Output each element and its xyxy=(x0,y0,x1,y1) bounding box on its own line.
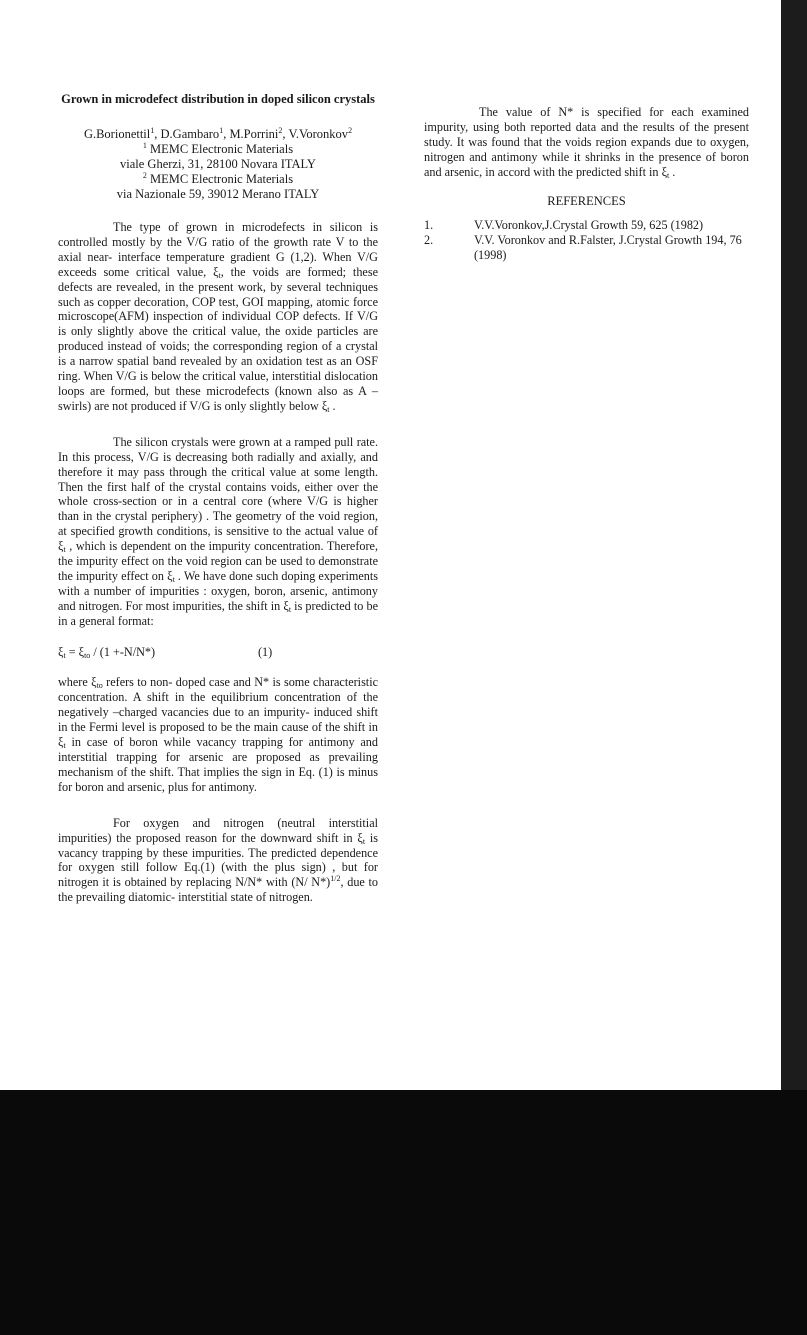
xi-symbol: ξ xyxy=(357,830,363,845)
scan-dark-edge-right xyxy=(781,0,807,1100)
equation-1 xyxy=(58,645,378,660)
author-name: D.Gambaro xyxy=(160,127,220,141)
affiliation-1-name: $^1$ MEMC Electronic Materials xyxy=(142,141,294,156)
xi-symbol: ξ xyxy=(167,568,173,583)
reference-text: V.V. Voronkov and R.Falster, J.Crystal Growth 194, 76 (1998) xyxy=(474,233,742,263)
affiliation-2-name: $^2$ MEMC Electronic Materials xyxy=(142,171,294,186)
affiliation-2-address: via Nazionale 59, 39012 Merano ITALY xyxy=(116,187,320,201)
author-block xyxy=(58,127,378,202)
xi-symbol: ξ xyxy=(283,598,289,613)
affiliation-marker: 2 xyxy=(278,126,283,135)
affiliation-marker: 1 xyxy=(219,126,224,135)
paragraph-4: For oxygen and nitrogen (neutral interstitial impurities) the proposed reason for the downward shift in $\xi_t$ is vacancy trapping by these impurities. The predicted dependence for oxygen still follow Eq.(1) (with the plus sign) , but for nitrogen it is obtained by replacing N/N* with (N/ N*)$^{1/2}$, due to the prevailing diatomic- interstitial state of nitrogen. xyxy=(58,815,379,905)
reference-item xyxy=(424,233,749,263)
affiliation-marker: 1 xyxy=(150,126,155,135)
paragraph-5: The value of N* is specified for each examined impurity, using both reported data and the results of the present study. It was found that the voids region expands due to oxygen, nitrogen and antimony while it shrinks in the presence of boron and arsenic, in accord with the predicted shift in $\xi_t$ . xyxy=(424,105,749,180)
reference-list xyxy=(424,218,749,263)
paragraph-1: The type of grown in microdefects in silicon is controlled mostly by the V/G ratio of the growth rate V to the axial near- interface temperature gradient G (1,2). When V/G exceeds some critical value, $\xi_t$, the voids are formed; these defects are revealed, in the present work, by several techniques such as copper decoration, COP test, GOI mapping, atomic force microscope(AFM) inspection of individual COP defects. If V/G is only slightly above the critical value, the oxide particles are produced instead of voids; the corresponding region of a crystal is a narrow spatial band revealed by an oxidation test as an OSF ring. When V/G is below the critical value, interstitial dislocation loops are formed, but these microdefects (known also as A – swirls) are not produced if V/G is only slightly below $\xi_t$ . xyxy=(58,220,378,414)
xi-symbol: ξ xyxy=(58,735,64,750)
author-line: G.Borionettil$^1$, D.Gambaro$^1$, M.Porrini$^2$, V.Voronkov$^2$ xyxy=(83,126,353,141)
left-column xyxy=(58,92,378,905)
equation-body: $\xi_t = \xi_{to} / (1 +-N/N*)$ xyxy=(58,644,156,660)
reference-number: 1. xyxy=(424,218,434,233)
xi-symbol: ξ xyxy=(58,539,64,554)
paragraph-2: The silicon crystals were grown at a ramped pull rate. In this process, V/G is decreasing both radially and axially, and therefore it may pass through the critical value at some length. Then the first half of the crystal contains voids, either over the whole cross-section or in a central core (where V/G is higher than in the crystal periphery) . The geometry of the void region, at specified growth conditions, is sensitive to the actual value of $\xi_t$ , which is dependent on the impurity concentration. Therefore, the impurity effect on the void region can be used to demonstrate the impurity effect on $\xi_t$ . We have done such doping experiments with a number of impurities : oxygen, boron, arsenic, antimony and nitrogen. For most impurities, the shift in $\xi_t$ is predicted to be in a general format: xyxy=(58,434,379,628)
reference-number: 2. xyxy=(424,233,434,248)
xi-symbol: ξ xyxy=(321,398,328,413)
equation-number: (1) xyxy=(258,644,273,659)
paper-title: Grown in microdefect distribution in doped silicon crystals xyxy=(61,92,375,106)
paragraph-3: where $\xi_{to}$ refers to non- doped case and N* is some characteristic concentration. A shift in the equilibrium concentration of the negatively –charged vacancies due to an impurity- induced shift in the Fermi level is proposed to be the main cause of the shift in $\xi_t$ in case of boron while vacancy trapping for antimony and interstitial trapping for arsenic are proposed as prevailing mechanism of the shift. That implies the sign in Eq. (1) is minus for boron and arsenic, plus for antimony. xyxy=(58,675,378,794)
author-name: V.Voronkov xyxy=(288,127,349,141)
right-column xyxy=(424,105,749,263)
reference-item xyxy=(424,218,749,233)
affiliation-1-address: viale Gherzi, 31, 28100 Novara ITALY xyxy=(120,157,316,171)
xi-symbol: ξ xyxy=(213,264,219,279)
scan-dark-band-bottom xyxy=(0,1090,807,1335)
xi-symbol: ξ xyxy=(91,675,97,690)
references-heading: REFERENCES xyxy=(547,193,626,208)
author-name: G.Borionettil xyxy=(83,127,151,141)
author-name: M.Porrini xyxy=(229,127,279,141)
xi-symbol: ξ xyxy=(661,164,668,179)
reference-text: V.V.Voronkov,J.Crystal Growth 59, 625 (1982) xyxy=(474,218,704,233)
affiliation-marker: 2 xyxy=(348,126,353,135)
